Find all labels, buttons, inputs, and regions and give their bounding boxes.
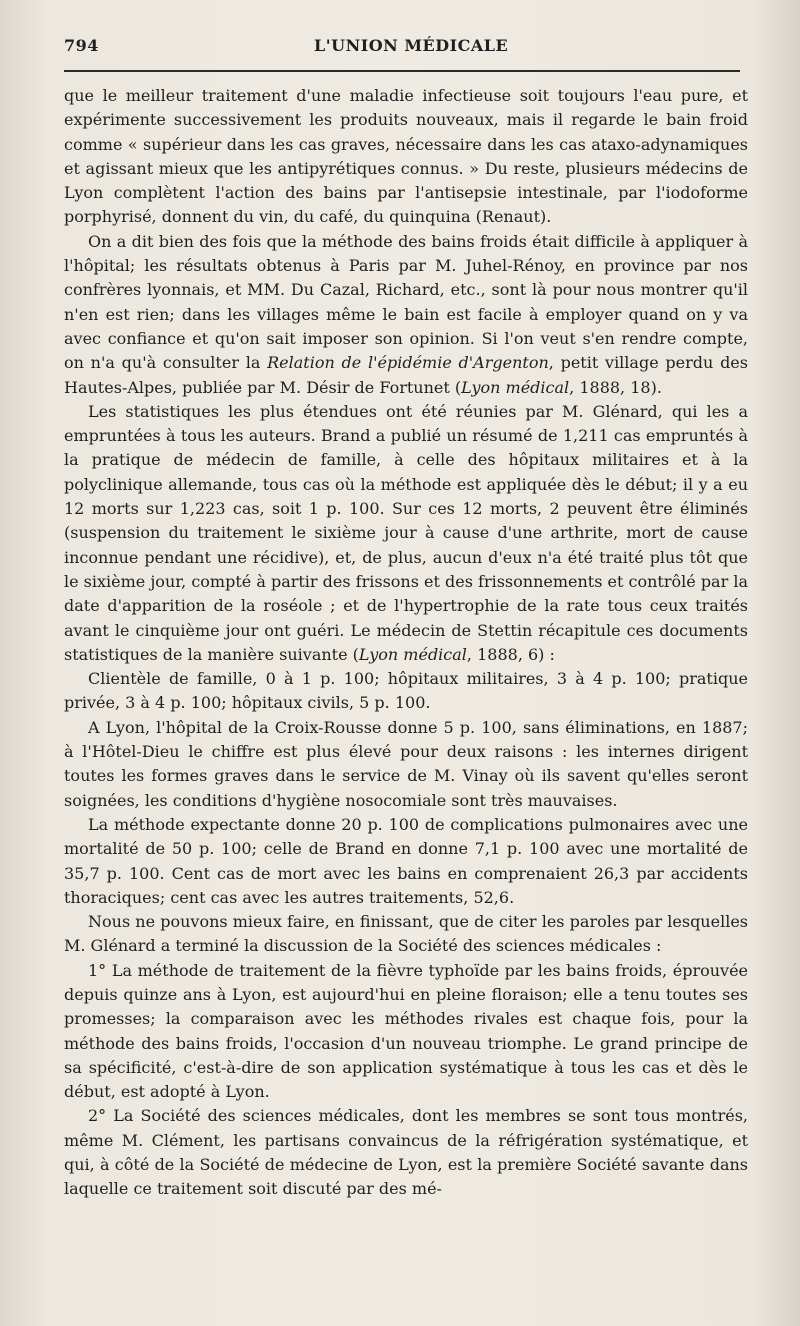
- page-number: 794: [64, 36, 99, 55]
- paragraph-p2: [64, 230, 748, 400]
- paragraph-p6: [64, 813, 748, 910]
- paragraph-p1: [64, 84, 748, 230]
- paragraph-p7: [64, 910, 748, 959]
- italic-citation: Lyon médical: [461, 377, 570, 397]
- italic-citation: Lyon médical: [358, 644, 467, 664]
- text-run: A Lyon, l'hôpital de la Croix-Rousse donne 5 p. 100, sans éliminations, en 1887; à l'Hôtel-Dieu le chiffre est plus élevé pour deux raisons : les internes dirigent toutes les formes graves dans le service de M. Vinay où ils savent qu'elles seront soignées, les conditions d'hygiène nosocomiale sont très mauvaises.: [64, 717, 748, 810]
- paragraph-p4: [64, 667, 748, 716]
- text-run: , 1888, 6) :: [466, 644, 555, 664]
- body-text: [64, 84, 748, 1202]
- running-title: L'UNION MÉDICALE: [314, 36, 509, 55]
- text-run: , petit village perdu des Hautes-Alpes, publiée par M. Désir de Fortunet (: [64, 353, 748, 397]
- text-run: Les statistiques les plus étendues ont été réunies par M. Glénard, qui les a empruntées à tous les auteurs. Brand a publié un résumé de 1,211 cas empruntés à la pratique de médecin de famille, à celle des hôpitaux militaires et à la polyclinique allemande, tous cas où la méthode est appliquée dès le début; il y a eu 12 morts sur 1,223 cas, soit 1 p. 100. Sur ces 12 morts, 2 peuvent être éliminés (suspension du traitement le sixième jour à cause d'une arthrite, mort de cause inconnue pendant une récidive), et, de plus, aucun d'eux n'a été traité plus tôt que le sixième jour, compté à partir des frissons et des frissonnements et contrôlé par la date d'apparition de la roséole ; et de l'hypertrophie de la rate tous ceux traités avant le cinquième jour ont guéri. Le médecin de Stettin récapitule ces documents statistiques de la manière suivante (: [64, 401, 748, 664]
- italic-citation: Relation de l'épidémie d'Argenton: [267, 353, 549, 373]
- text-run: 1° La méthode de traitement de la fièvre typhoïde par les bains froids, éprouvée depuis quinze ans à Lyon, est aujourd'hui en pleine floraison; elle a tenu toutes ses promesses; la comparaison avec les méthodes rivales est chaque fois, pour la méthode des bains froids, l'occasion d'un nouveau triomphe. Le grand principe de sa spécificité, c'est-à-dire de son application systématique à tous les cas et dès le début, est adopté à Lyon.: [64, 960, 748, 1102]
- text-run: Nous ne pouvons mieux faire, en finissant, que de citer les paroles par lesquelles M. Glénard a terminé la discussion de la Société des sciences médicales :: [64, 912, 748, 956]
- paragraph-p9: [64, 1104, 748, 1201]
- paragraph-p8: [64, 959, 748, 1105]
- text-run: , 1888, 18).: [569, 377, 662, 397]
- text-run: On a dit bien des fois que la méthode des bains froids était difficile à appliquer à l'hôpital; les résultats obtenus à Paris par M. Juhel-Rénoy, en province par nos confrères lyonnais, et MM. Du Cazal, Richard, etc., sont là pour nous montrer qu'il n'en est rien; dans les villages même le bain est facile à employer quand on y va avec confiance et qu'on sait imposer son opinion. Si l'on veut s'en rendre compte, on n'a qu'à consulter la: [64, 231, 748, 373]
- text-run: Clientèle de famille, 0 à 1 p. 100; hôpitaux militaires, 3 à 4 p. 100; pratique privée, 3 à 4 p. 100; hôpitaux civils, 5 p. 100.: [64, 669, 748, 713]
- text-run: La méthode expectante donne 20 p. 100 de complications pulmonaires avec une mortalité de 50 p. 100; celle de Brand en donne 7,1 p. 100 avec une mortalité de 35,7 p. 100. Cent cas de mort avec les bains en comprenaient 26,3 par accidents thoraciques; cent cas avec les autres traitements, 52,6.: [64, 814, 748, 907]
- text-run: 2° La Société des sciences médicales, dont les membres se sont tous montrés, même M. Clément, les partisans convaincus de la réfrigération systématique, et qui, à côté de la Société de médecine de Lyon, est la première Société savante dans laquelle ce traitement soit discuté par des mé-: [64, 1106, 748, 1199]
- text-run: que le meilleur traitement d'une maladie infectieuse soit toujours l'eau pure, et expérimente successivement les produits nouveaux, mais il regarde le bain froid comme « supérieur dans les cas graves, nécessaire dans les cas ataxo-adynamiques et agissant mieux que les antipyrétiques connus. » Du reste, plusieurs médecins de Lyon complètent l'action des bains par l'antisepsie intestinale, par l'iodoforme porphyrisé, donnent du vin, du café, du quinquina (Renaut).: [64, 86, 748, 227]
- page-header: [64, 30, 748, 60]
- paragraph-p3: [64, 400, 748, 667]
- paragraph-p5: [64, 716, 748, 813]
- header-rule: [64, 70, 740, 72]
